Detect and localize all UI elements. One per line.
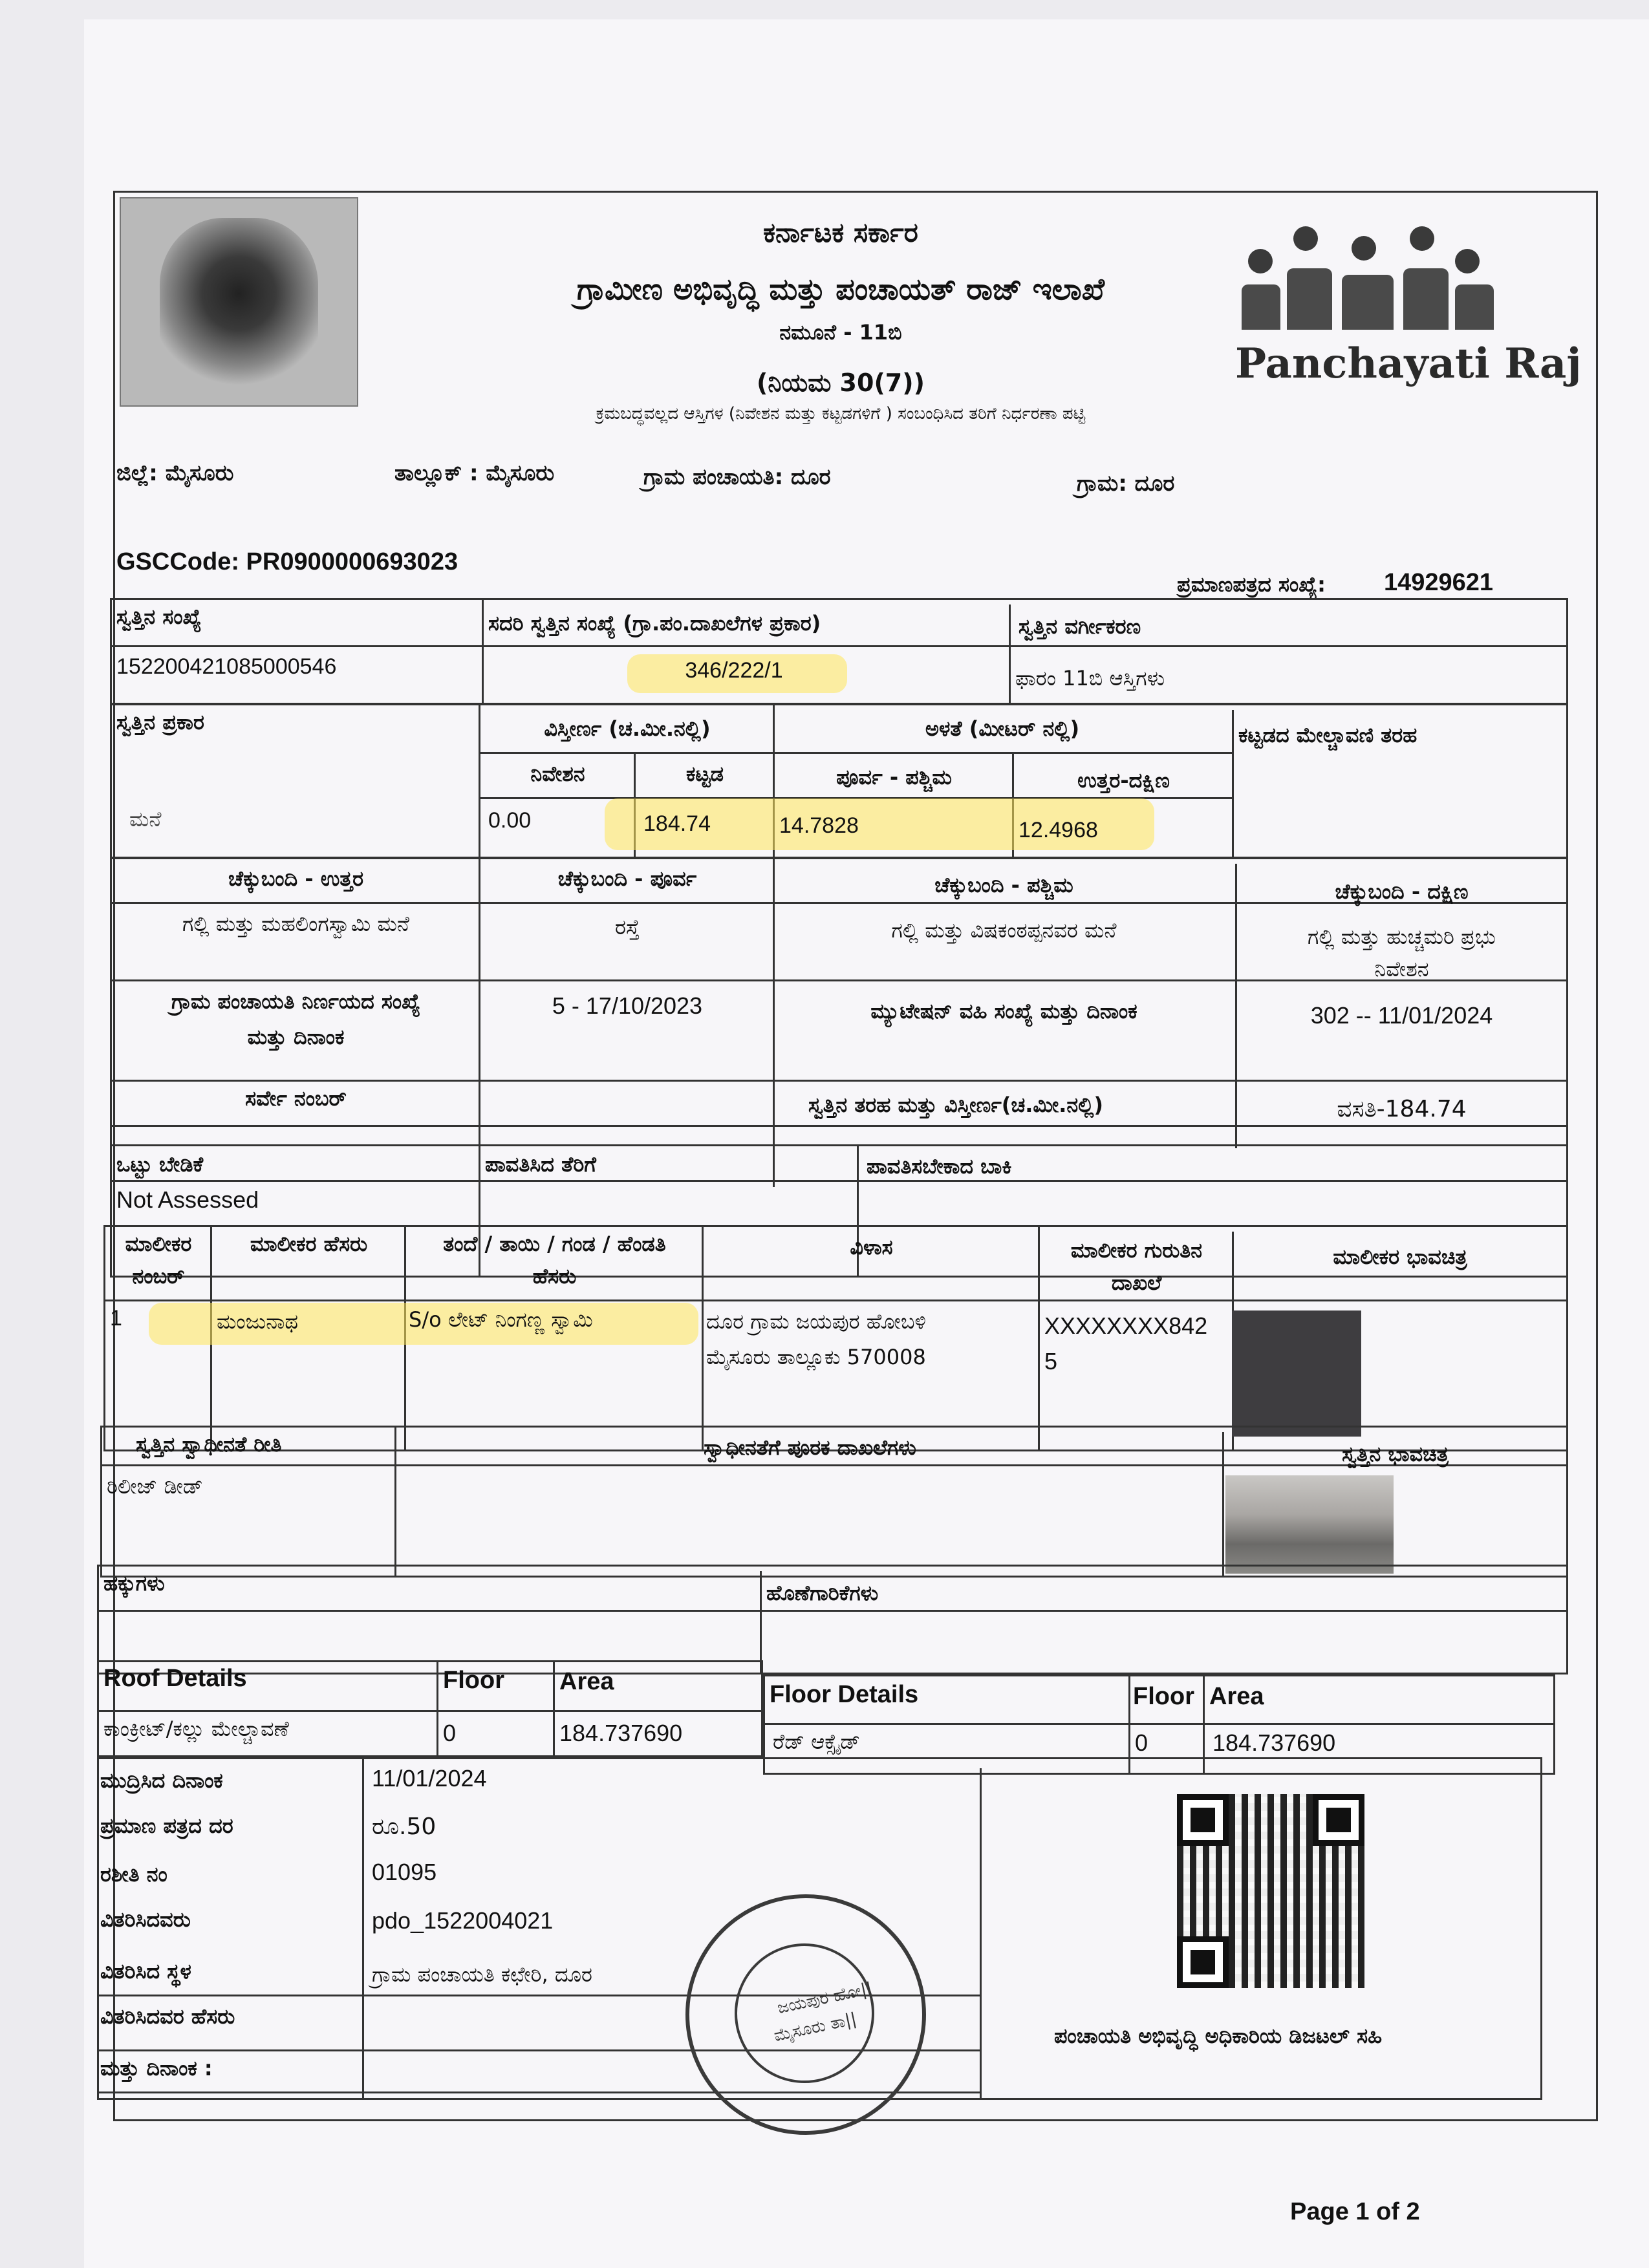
- floor-floor: 0: [1135, 1729, 1148, 1756]
- owner-id-2: 5: [1044, 1348, 1058, 1375]
- mutation-header: ಮ್ಯುಟೇಷನ್ ವಹಿ ಸಂಖ್ಯೆ ಮತ್ತು ದಿನಾಂಕ: [870, 999, 1137, 1023]
- boundary-east-header: ಚೆಕ್ಕುಬಂದಿ - ಪೂರ್ವ: [557, 866, 697, 891]
- property-photo: [1225, 1475, 1394, 1574]
- boundary-east: ರಸ್ತೆ: [615, 915, 640, 939]
- tax-due-header: ಪಾವತಿಸಬೇಕಾದ ಬಾಕಿ: [867, 1154, 1012, 1179]
- acquisition-docs-header: ಸ್ವಾಧೀನತೆಗೆ ಪೂರಕ ದಾಖಲೆಗಳು: [704, 1435, 916, 1460]
- roof-details-header: Roof Details: [103, 1665, 247, 1692]
- total-demand-header: ಒಟ್ಟು ಬೇಡಿಕೆ: [116, 1152, 204, 1177]
- owner-id-header-2: ದಾಖಲೆ: [1111, 1270, 1162, 1295]
- owner-no-header-1: ಮಾಲೀಕರ: [125, 1232, 192, 1256]
- form-number: ನಮೂನೆ - 11ಬಿ: [779, 320, 902, 345]
- print-date-label: ಮುದ್ರಿಸಿದ ದಿನಾಂಕ: [100, 1768, 223, 1793]
- sign-date-label: ಮತ್ತು ದಿನಾಂಕ :: [100, 2056, 213, 2081]
- north-south-header: ಉತ್ತರ-ದಕ್ಷಿಣ: [1077, 768, 1170, 793]
- roof-type: ಕಾಂಕ್ರೀಟ್/ಕಲ್ಲು ಮೇಲ್ಚಾವಣೆ: [103, 1717, 289, 1741]
- stamp-text-2: ಮೈಸೂರು ತಾ||: [772, 2009, 859, 2046]
- owner-name: ಮಂಜುನಾಥ: [217, 1309, 299, 1334]
- gsc-code: GSCCode: PR0900000693023: [116, 548, 458, 575]
- property-type: ಮನೆ: [129, 807, 162, 831]
- page-number: Page 1 of 2: [1290, 2198, 1420, 2225]
- owner-id-1: XXXXXXXX842: [1044, 1312, 1208, 1339]
- floor-type: ರೆಡ್ ಆಕ್ಸೈಡ್: [773, 1729, 861, 1754]
- boundary-west: ಗಲ್ಲಿ ಮತ್ತು ವಿಷಕಂಠಪ್ಪನವರ ಮನೆ: [891, 918, 1117, 943]
- relation-header-2: ಹೆಸರು: [532, 1264, 577, 1289]
- dimensions-header: ಅಳತೆ (ಮೀಟರ್ ನಲ್ಲಿ): [925, 716, 1080, 741]
- liabilities-header: ಹೊಣೆಗಾರಿಕೆಗಳು: [766, 1581, 879, 1605]
- issuer-name-label: ವಿತರಿಸಿದವರ ಹೆಸರು: [100, 2004, 235, 2029]
- owner-photo-header: ಮಾಲೀಕರ ಭಾವಚಿತ್ರ: [1333, 1245, 1467, 1269]
- classification: ಫಾರಂ 11ಬಿ ಆಸ್ತಿಗಳು: [1015, 666, 1165, 690]
- sadari-no: 346/222/1: [685, 658, 783, 683]
- property-no: 152200421085000546: [116, 654, 337, 679]
- boundary-south-header: ಚೆಕ್ಕುಬಂದಿ - ದಕ್ಷಿಣ: [1335, 879, 1469, 904]
- usage-header: ಸ್ವತ್ತಿನ ತರಹ ಮತ್ತು ವಿಸ್ತೀರ್ಣ(ಚ.ಮೀ.ನಲ್ಲಿ): [808, 1093, 1104, 1117]
- tax-paid-header: ಪಾವತಿಸಿದ ತೆರಿಗೆ: [485, 1152, 596, 1177]
- roof-area-header: Area: [559, 1668, 614, 1695]
- issued-by-label: ವಿತರಿಸಿದವರು: [100, 1907, 191, 1932]
- roof-area: 184.737690: [559, 1720, 683, 1746]
- issue-place: ಗ್ರಾಮ ಪಂಚಾಯತಿ ಕಛೇರಿ, ದೂರ: [372, 1962, 592, 1987]
- panchayati-raj-logo: [1229, 220, 1582, 414]
- roof-floor-header: Floor: [443, 1667, 504, 1694]
- mutation-value: 302 -- 11/01/2024: [1310, 1002, 1493, 1029]
- certificate-label: ಪ್ರಮಾಣಪತ್ರದ ಸಂಖ್ಯೆ:: [1177, 572, 1326, 597]
- owner-name-header: ಮಾಲೀಕರ ಹೆಸರು: [250, 1232, 368, 1256]
- boundary-south-line2: ನಿವೇಶನ: [1374, 957, 1429, 981]
- boundary-west-header: ಚೆಕ್ಕುಬಂದಿ - ಪಶ್ಚಿಮ: [934, 873, 1073, 897]
- certificate-number: 14929621: [1384, 569, 1494, 596]
- print-date: 11/01/2024: [372, 1765, 487, 1792]
- boundary-north: ಗಲ್ಲಿ ಮತ್ತು ಮಹಲಿಂಗಸ್ವಾಮಿ ಮನೆ: [182, 912, 409, 936]
- gp-resolution: 5 - 17/10/2023: [552, 992, 703, 1019]
- official-seal-stamp: [685, 1894, 926, 2135]
- taluk: ತಾಲ್ಲೂಕ್ : ಮೈಸೂರು: [394, 460, 555, 486]
- district: ಜಿಲ್ಲೆ: ಮೈಸೂರು: [116, 460, 234, 486]
- digital-signature-label: ಪಂಚಾಯತಿ ಅಭಿವೃದ್ಧಿ ಅಧಿಕಾರಿಯ ಡಿಜಟಲ್ ಸಹಿ: [1054, 2024, 1383, 2048]
- owner-address-2: ಮೈಸೂರು ತಾಲ್ಲೂಕು 570008: [706, 1345, 926, 1369]
- owner-no-header-2: ನಂಬರ್: [132, 1264, 185, 1289]
- village: ಗ್ರಾಮ: ದೂರ: [1077, 471, 1175, 497]
- dept-title: ಗ್ರಾಮೀಣ ಅಭಿವೃದ್ಧಿ ಮತ್ತು ಪಂಚಾಯತ್ ರಾಜ್ ಇಲಾಖೆ: [577, 272, 1105, 306]
- total-demand: Not Assessed: [116, 1186, 259, 1213]
- classification-header: ಸ್ವತ್ತಿನ ವರ್ಗೀಕರಣ: [1018, 614, 1141, 639]
- east-west-value: 14.7828: [779, 813, 859, 838]
- area-header: ವಿಸ್ತೀರ್ಣ (ಚ.ಮೀ.ನಲ್ಲಿ): [544, 716, 711, 741]
- sadari-header: ಸದರಿ ಸ್ವತ್ತಿನ ಸಂಖ್ಯೆ (ಗ್ರಾ.ಪಂ.ದಾಖಲೆಗಳ ಪ್ರಕಾರ): [488, 611, 821, 636]
- floor-area: 184.737690: [1212, 1729, 1336, 1756]
- roof-floor: 0: [443, 1720, 457, 1746]
- karnataka-emblem-icon: [120, 197, 358, 407]
- property-no-header: ಸ್ವತ್ತಿನ ಸಂಖ್ಯೆ: [116, 604, 202, 629]
- survey-header: ಸರ್ವೇ ನಂಬರ್: [245, 1086, 347, 1111]
- gp-resolution-header-2: ಮತ್ತು ದಿನಾಂಕ: [247, 1025, 345, 1049]
- east-west-header: ಪೂರ್ವ - ಪಶ್ಚಿಮ: [836, 765, 952, 789]
- receipt-no: 01095: [372, 1859, 437, 1885]
- fee-label: ಪ್ರಮಾಣ ಪತ್ರದ ದರ: [100, 1813, 233, 1838]
- building-area: 184.74: [643, 811, 711, 836]
- floor-details-header: Floor Details: [770, 1681, 919, 1708]
- roof-type-header: ಕಟ್ಟಡದ ಮೇಲ್ಚಾವಣಿ ತರಹ: [1238, 723, 1417, 747]
- fee: ರೂ.50: [372, 1813, 436, 1840]
- north-south-value: 12.4968: [1018, 818, 1098, 842]
- form-subtitle: ಕ್ರಮಬದ್ಧವಲ್ಲದ ಆಸ್ತಿಗಳ (ನಿವೇಶನ ಮತ್ತು ಕಟ್ಟಡಗಳಿಗೆ ) ಸಂಬಂಧಿಸಿದ ತರಿಗೆ ನಿರ್ಧರಣಾ ಪಟ್ಟಿ: [596, 404, 1086, 423]
- boundary-north-header: ಚೆಕ್ಕುಬಂದಿ - ಉತ್ತರ: [228, 866, 364, 891]
- govt-title: ಕರ್ನಾಟಕ ಸರ್ಕಾರ: [763, 217, 918, 248]
- gram-panchayat: ಗ್ರಾಮ ಪಂಚಾಯತಿ: ದೂರ: [643, 464, 831, 490]
- owner-id-header-1: ಮಾಲೀಕರ ಗುರುತಿನ: [1070, 1238, 1203, 1263]
- qr-code: [1177, 1794, 1364, 1988]
- issued-by: pdo_1522004021: [372, 1907, 554, 1934]
- site-area: 0.00: [488, 808, 532, 833]
- property-type-header: ಸ್ವತ್ತಿನ ಪ್ರಕಾರ: [116, 710, 204, 734]
- receipt-label: ರಶೀತಿ ನಂ: [100, 1862, 167, 1887]
- owner-relation: S/o ಲೇಟ್ ನಿಂಗಣ್ಣ ಸ್ವಾಮಿ: [409, 1307, 593, 1332]
- address-header: ವಿಳಾಸ: [850, 1235, 893, 1259]
- panchayati-raj-text: Panchayati Raj: [1235, 339, 1582, 388]
- floor-area-header: Area: [1209, 1683, 1264, 1710]
- site-header: ನಿವೇಶನ: [530, 762, 585, 786]
- acquisition-mode-header: ಸ್ವತ್ತಿನ ಸ್ವಾಧೀನತೆ ರೀತಿ: [136, 1432, 282, 1457]
- owner-address-1: ದೂರ ಗ್ರಾಮ ಜಯಪುರ ಹೋಬಳಿ: [706, 1309, 926, 1334]
- building-header: ಕಟ್ಟಡ: [686, 762, 724, 786]
- rule-number: (ನಿಯಮ 30(7)): [757, 369, 925, 397]
- acquisition-mode: ರಿಲೀಜ್ ಡೀಡ್: [107, 1474, 203, 1499]
- usage-value: ವಸತಿ-184.74: [1337, 1096, 1467, 1122]
- stamp-text-1: ಜಯಪುರ ಹೋ||: [775, 1978, 874, 2018]
- boundary-south-line1: ಗಲ್ಲಿ ಮತ್ತು ಹುಚ್ಚಮರಿ ಪ್ರಭು: [1308, 925, 1496, 949]
- rights-header: ಹಕ್ಕುಗಳು: [103, 1571, 165, 1596]
- gp-resolution-header-1: ಗ್ರಾಮ ಪಂಚಾಯತಿ ನಿರ್ಣಯದ ಸಂಖ್ಯೆ: [171, 989, 421, 1014]
- issue-place-label: ವಿತರಿಸಿದ ಸ್ಥಳ: [100, 1959, 191, 1984]
- floor-floor-header: Floor: [1133, 1683, 1194, 1710]
- relation-header-1: ತಂದೆ / ತಾಯಿ / ಗಂಡ / ಹೆಂಡತಿ: [443, 1232, 666, 1256]
- owner-photo: [1232, 1311, 1361, 1437]
- owner-no: 1: [110, 1306, 122, 1331]
- property-photo-header: ಸ್ವತ್ತಿನ ಭಾವಚಿತ್ರ: [1342, 1442, 1449, 1466]
